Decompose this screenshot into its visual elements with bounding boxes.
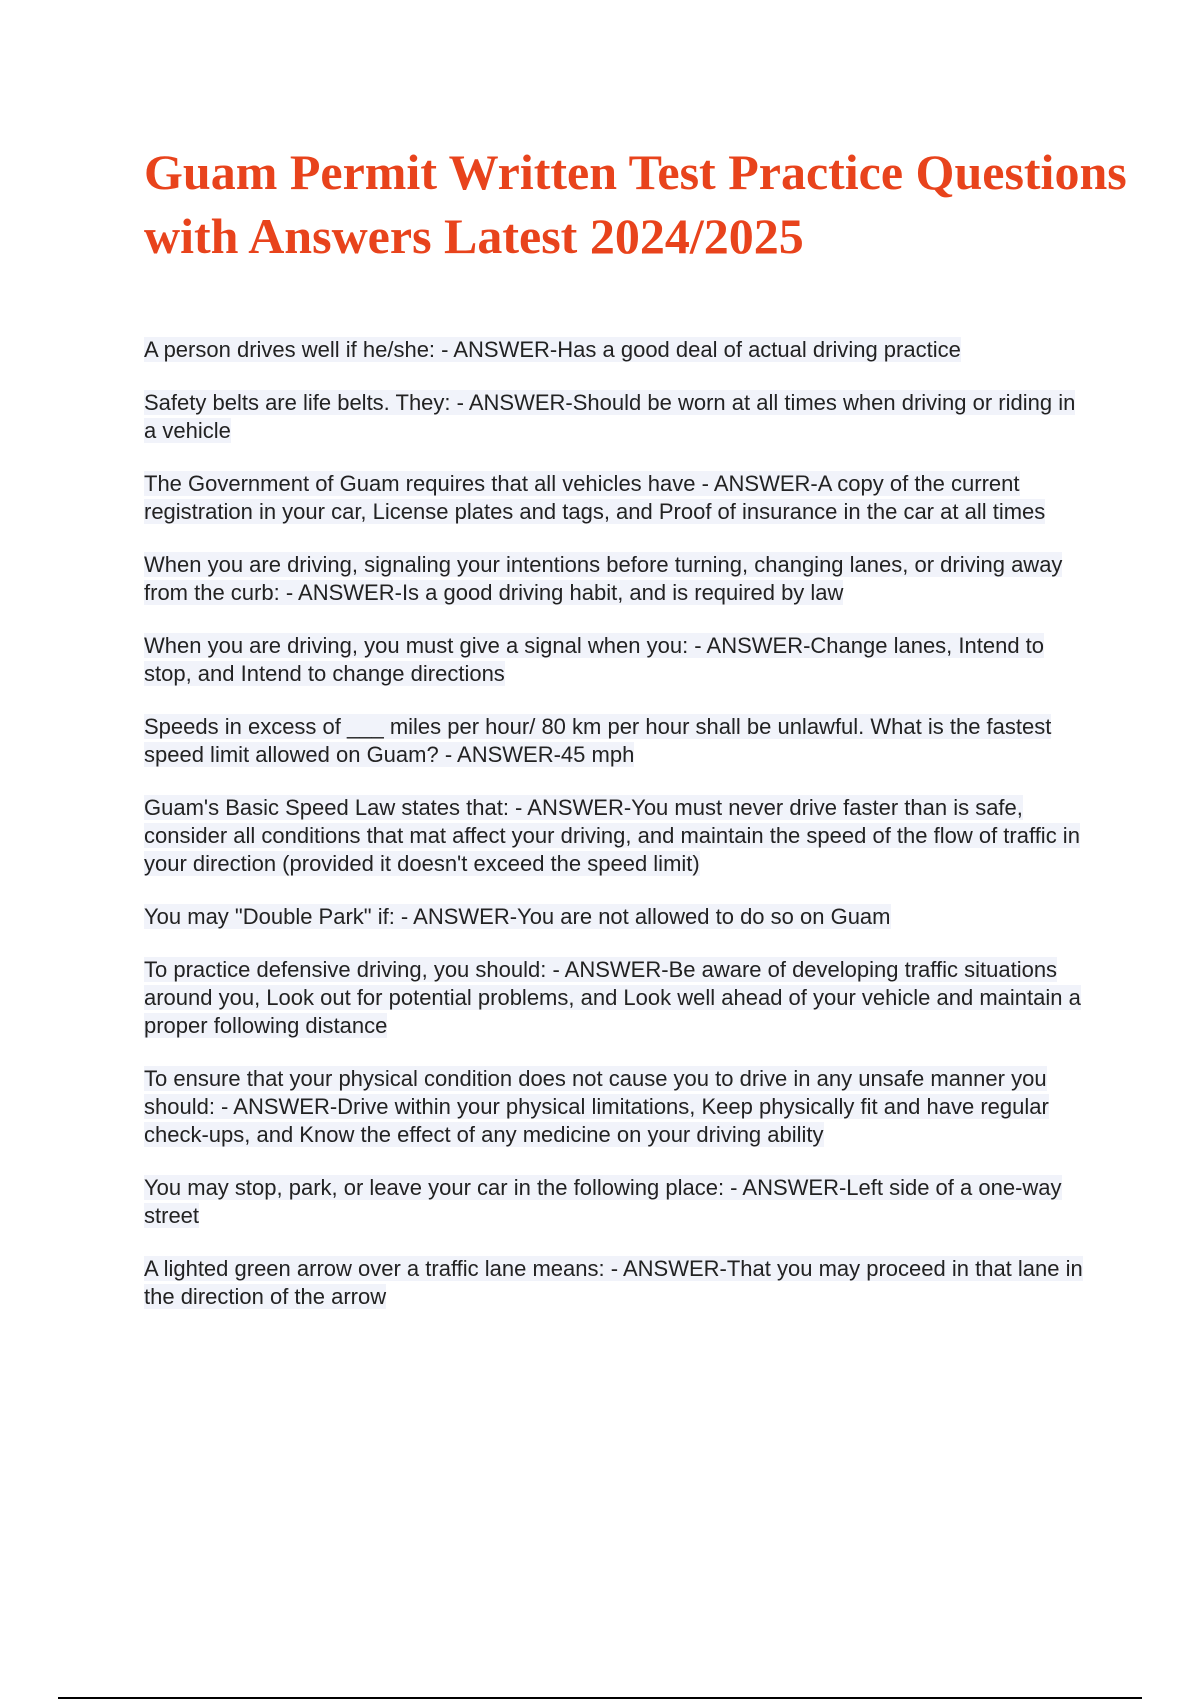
question-text: When you are driving, you must give a signal when you: - ANSWER-Change lanes, Intend to stop, and Intend to change directions xyxy=(144,633,1045,686)
question-item xyxy=(144,956,1084,1040)
question-answer-list xyxy=(144,336,1084,1336)
question-text: You may stop, park, or leave your car in the following place: - ANSWER-Left side of a one-way street xyxy=(144,1175,1062,1228)
question-item xyxy=(144,903,1084,931)
question-text: Guam's Basic Speed Law states that: - ANSWER-You must never drive faster than is safe, consider all conditions that mat affect your driving, and maintain the speed of the flow of traffic in your direction (provided it doesn't exceed the speed limit) xyxy=(144,795,1080,876)
question-item xyxy=(144,794,1084,878)
question-text: Safety belts are life belts. They: - ANSWER-Should be worn at all times when driving or riding in a vehicle xyxy=(144,390,1076,443)
question-item xyxy=(144,1065,1084,1149)
question-text: A person drives well if he/she: - ANSWER-Has a good deal of actual driving practice xyxy=(144,337,961,362)
question-text: The Government of Guam requires that all vehicles have - ANSWER-A copy of the current registration in your car, License plates and tags, and Proof of insurance in the car at all times xyxy=(144,471,1046,524)
question-item xyxy=(144,336,1084,364)
question-item xyxy=(144,470,1084,526)
question-item xyxy=(144,389,1084,445)
question-text: Speeds in excess of ___ miles per hour/ 80 km per hour shall be unlawful. What is the fastest speed limit allowed on Guam? - ANSWER-45 mph xyxy=(144,714,1052,767)
question-text: When you are driving, signaling your intentions before turning, changing lanes, or driving away from the curb: - ANSWER-Is a good driving habit, and is required by law xyxy=(144,552,1063,605)
question-text: To practice defensive driving, you should: - ANSWER-Be aware of developing traffic situations around you, Look out for potential problems, and Look well ahead of your vehicle and maintain a proper following distance xyxy=(144,957,1081,1038)
footer-divider xyxy=(58,1697,1142,1699)
document-title: Guam Permit Written Test Practice Questions with Answers Latest 2024/2025 xyxy=(144,144,1127,264)
question-item xyxy=(144,1255,1084,1311)
question-item xyxy=(144,713,1084,769)
question-text: You may "Double Park" if: - ANSWER-You are not allowed to do so on Guam xyxy=(144,904,891,929)
question-text: A lighted green arrow over a traffic lane means: - ANSWER-That you may proceed in that lane in the direction of the arrow xyxy=(144,1256,1083,1309)
question-item xyxy=(144,1174,1084,1230)
question-item xyxy=(144,551,1084,607)
question-text: To ensure that your physical condition does not cause you to drive in any unsafe manner you should: - ANSWER-Drive within your physical limitations, Keep physically fit and have regular check-ups, and Know the effect of any medicine on your driving ability xyxy=(144,1066,1049,1147)
question-item xyxy=(144,632,1084,688)
